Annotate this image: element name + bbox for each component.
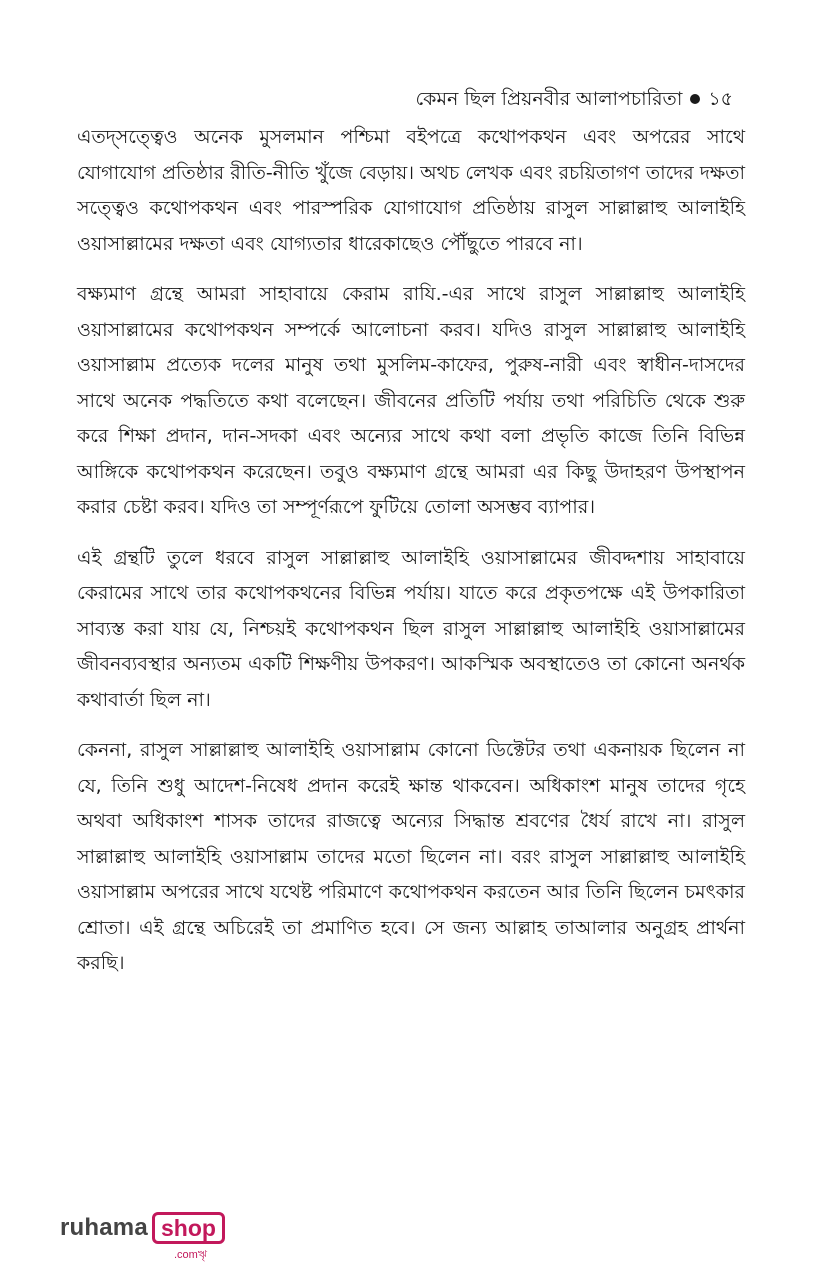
page-number: ১৫ <box>708 88 733 110</box>
logo-domain: .comৠ <box>174 1249 207 1261</box>
paragraph-1: এতদ্সত্ত্বেও অনেক মুসলমান পশ্চিমা বইপত্রে কথোপকথন এবং অপরের সাথে যোগাযোগ প্রতিষ্ঠার রীতি-নীতি খুঁজে বেড়ায়। অথচ লেখক এবং রচয়িতাগণ তাদের দক্ষতা সত্ত্বেও কথোপকথন এবং পারস্পরিক যোগাযোগ প্রতিষ্ঠায় রাসুল সাল্লাল্লাহু আলাইহি ওয়াসাল্লামের দক্ষতা এবং যোগ্যতার ধারেকাছেও পৌঁছুতে পারবে না। <box>77 126 745 255</box>
logo-brand-left: ruhama <box>60 1214 148 1241</box>
bullet-icon <box>690 94 700 104</box>
paragraph-3: এই গ্রন্থটি তুলে ধরবে রাসুল সাল্লাল্লাহু আলাইহি ওয়াসাল্লামের জীবদ্দশায় সাহাবায়ে কেরামের সাথে তার কথোপকথনের বিভিন্ন পর্যায়। যাতে করে প্রকৃতপক্ষে এই উপকারিতা সাব্যস্ত করা যায় যে, নিশ্চয়ই কথোপকথন ছিল রাসুল সাল্লাল্লাহু আলাইহি ওয়াসাল্লামের জীবনব্যবস্থার অন্যতম একটি শিক্ষণীয় উপকরণ। আকস্মিক অবস্থাতেও তা কোনো অনর্থক কথাবার্তা ছিল না। <box>77 546 745 711</box>
body-text <box>77 120 745 997</box>
ruhamashop-watermark-logo <box>60 1212 230 1264</box>
paragraph-4: কেননা, রাসুল সাল্লাল্লাহু আলাইহি ওয়াসাল্লাম কোনো ডিক্টেটর তথা একনায়ক ছিলেন না যে, তিনি শুধু আদেশ-নিষেধ প্রদান করেই ক্ষান্ত থাকবেন। অধিকাংশ মানুষ তাদের গৃহে অথবা অধিকাংশ শাসক তাদের রাজত্বে অন্যের সিদ্ধান্ত শ্রবণের ধৈর্য রাখে না। রাসুল সাল্লাল্লাহু আলাইহি ওয়াসাল্লাম তাদের মতো ছিলেন না। বরং রাসুল সাল্লাল্লাহু আলাইহি ওয়াসাল্লাম অপরের সাথে যথেষ্ট পরিমাণে কথোপকথন করতেন আর তিনি ছিলেন চমৎকার শ্রোতা। এই গ্রন্থে অচিরেই তা প্রমাণিত হবে। সে জন্য আল্লাহ তাআলার অনুগ্রহ প্রার্থনা করছি। <box>77 739 745 974</box>
paragraph-2: বক্ষ্যমাণ গ্রন্থে আমরা সাহাবায়ে কেরাম রাযি.-এর সাথে রাসুল সাল্লাল্লাহু আলাইহি ওয়াসাল্লামের কথোপকথন সম্পর্কে আলোচনা করব। যদিও রাসুল সাল্লাল্লাহু আলাইহি ওয়াসাল্লাম প্রত্যেক দলের মানুষ তথা মুসলিম-কাফের, পুরুষ-নারী এবং স্বাধীন-দাসদের সাথে অনেক পদ্ধতিতে কথা বলেছেন। জীবনের প্রতিটি পর্যায় তথা পরিচিতি থেকে শুরু করে শিক্ষা প্রদান, দান-সদকা এবং অন্যের সাথে কথা বলা প্রভৃতি কাজে তিনি বিভিন্ন আঙ্গিকে কথোপকথন করেছেন। তবুও বক্ষ্যমাণ গ্রন্থে আমরা এর কিছু উদাহরণ উপস্থাপন করার চেষ্টা করব। যদিও তা সম্পূর্ণরূপে ফুটিয়ে তোলা অসম্ভব ব্যাপার। <box>77 283 745 518</box>
logo-shop-box <box>152 1212 225 1244</box>
running-title: কেমন ছিল প্রিয়নবীর আলাপচারিতা <box>415 88 683 110</box>
logo-brand-right: shop <box>161 1214 216 1241</box>
running-head <box>415 86 733 112</box>
